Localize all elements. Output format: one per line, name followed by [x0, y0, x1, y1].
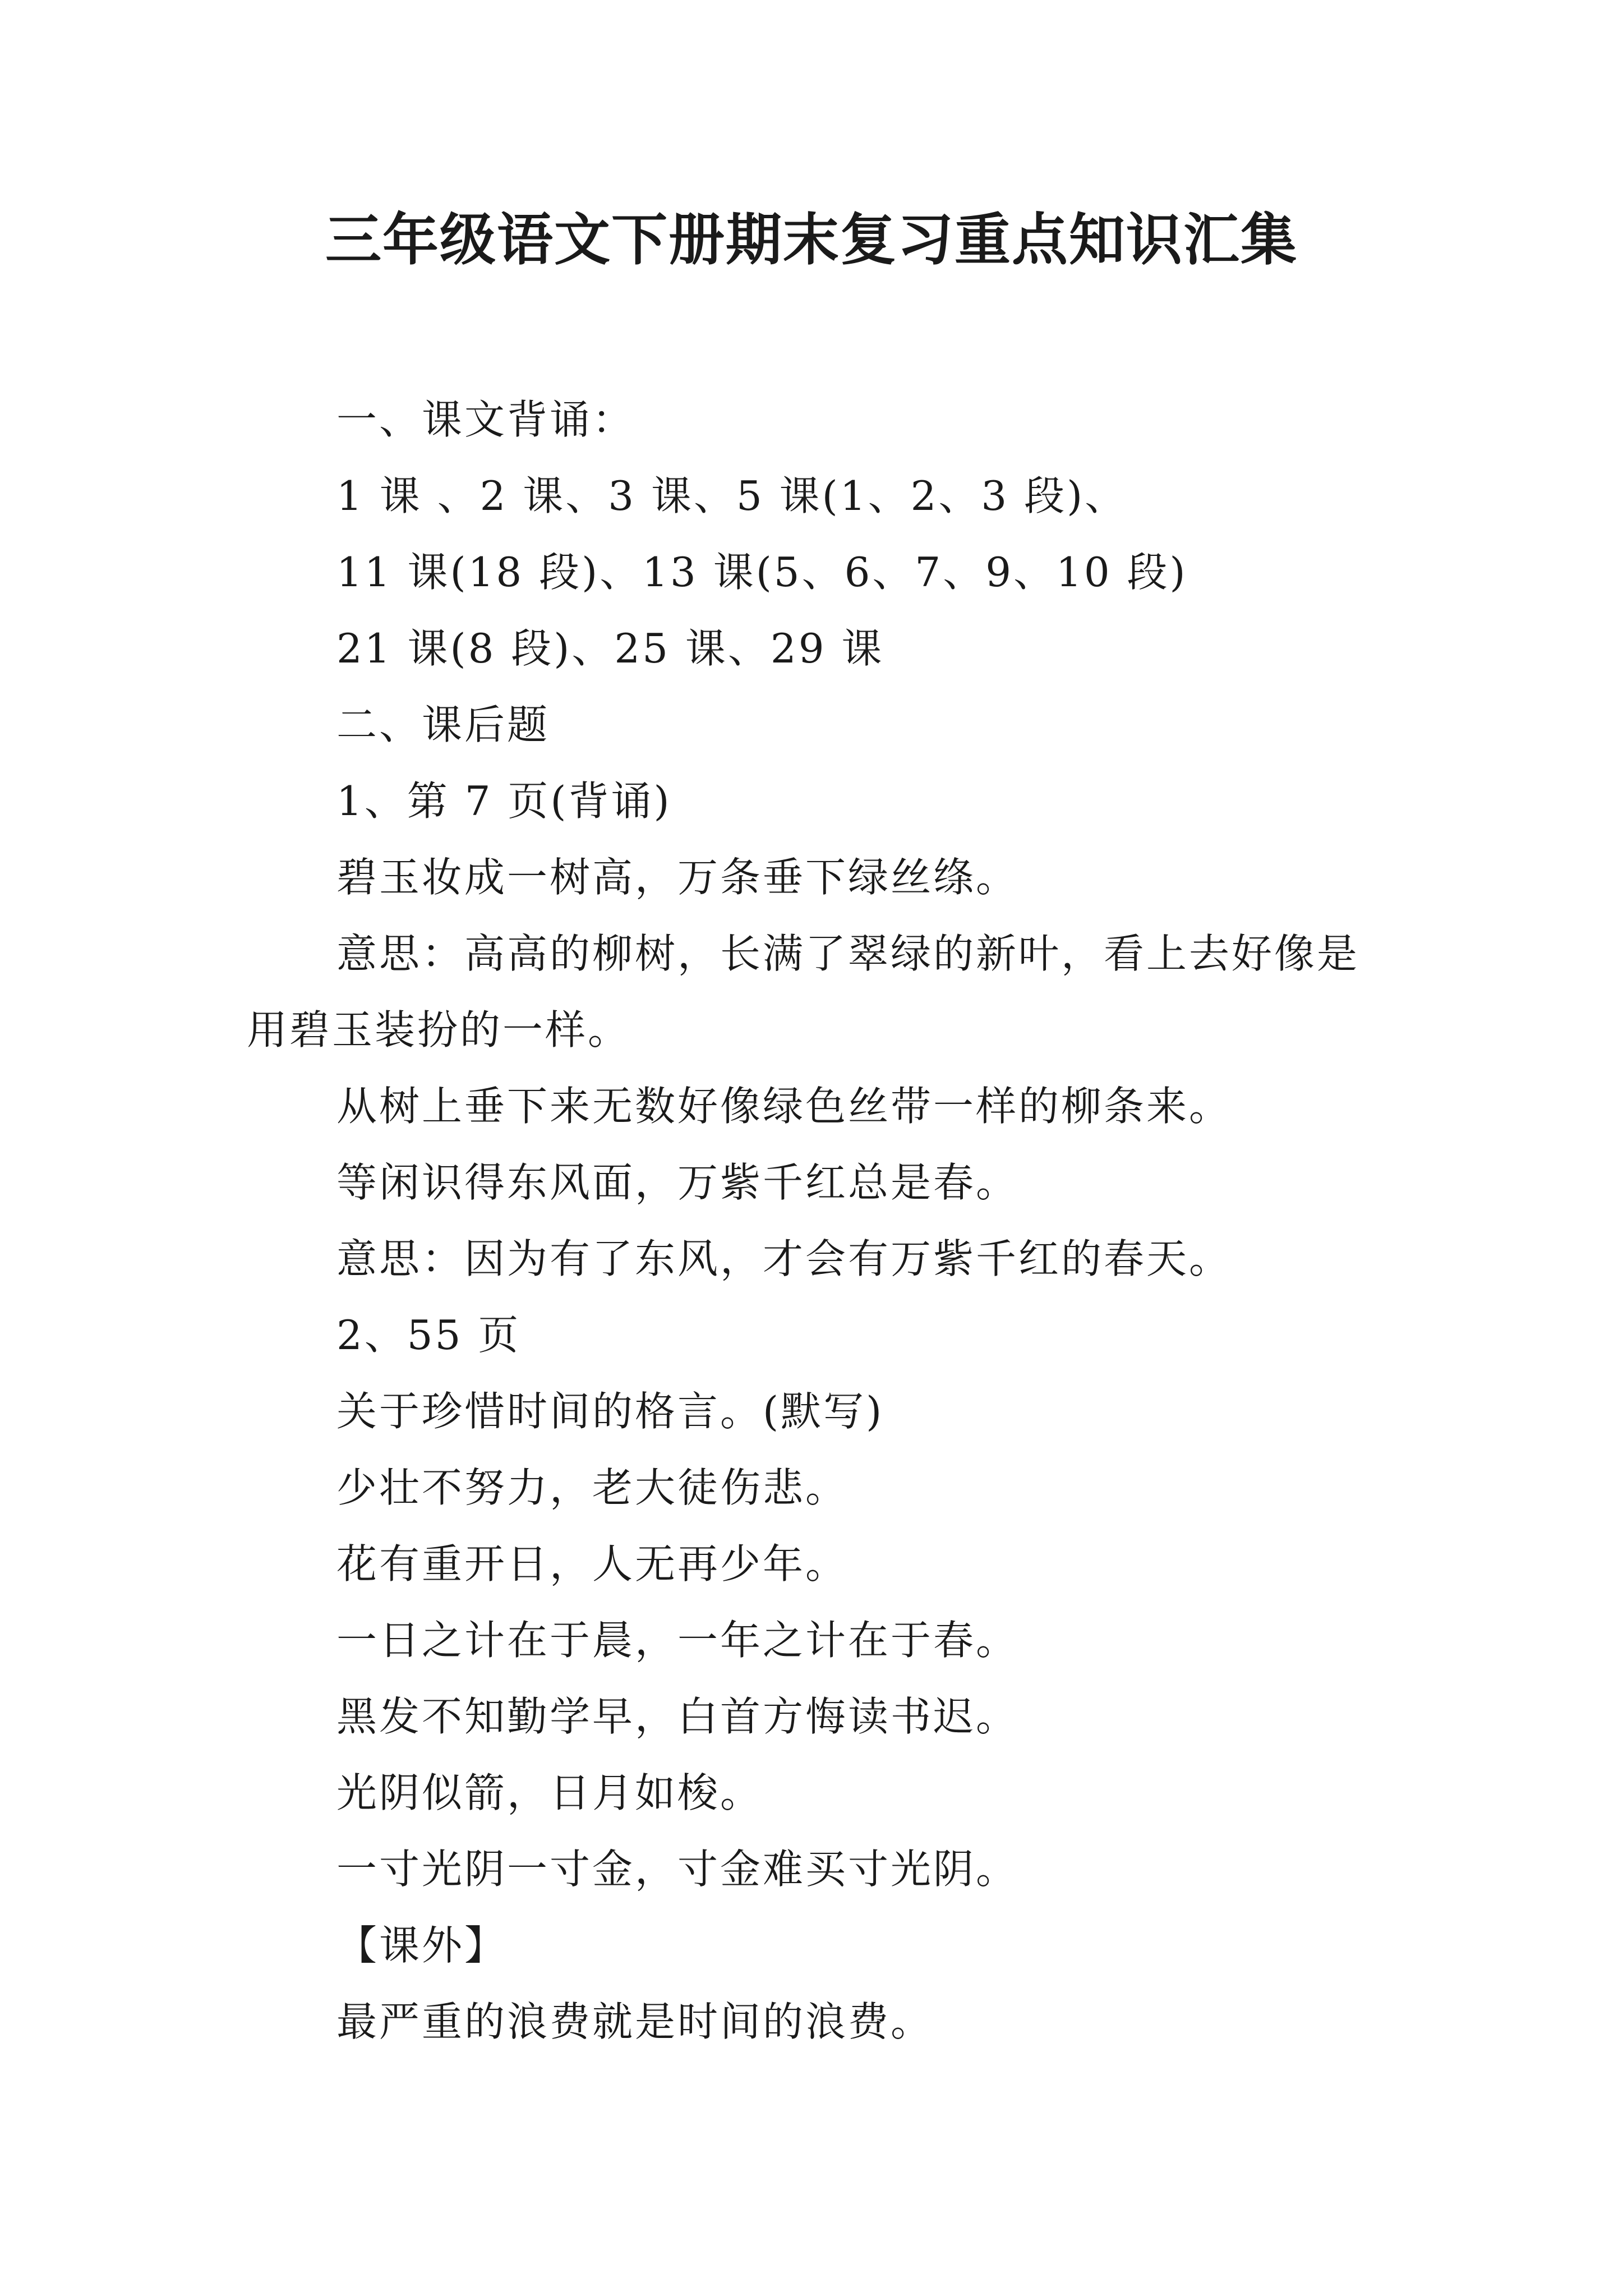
text-line: 从树上垂下来无数好像绿色丝带一样的柳条来。 [336, 1083, 1232, 1130]
proverb-line: 花有重开日，人无再少年。 [336, 1540, 849, 1588]
text-line: 11 课(18 段)、13 课(5、6、7、9、10 段) [336, 549, 1188, 596]
section-label-extracurricular: 【课外】 [336, 1922, 508, 1969]
text-line: 关于珍惜时间的格言。(默写) [336, 1388, 884, 1435]
proverb-line: 最严重的浪费就是时间的浪费。 [336, 1998, 934, 2045]
document-body [247, 381, 1396, 2060]
proverb-line: 黑发不知勤学早，白首方悔读书迟。 [336, 1693, 1019, 1740]
proverb-line: 少壮不努力，老大徒伤悲。 [336, 1464, 849, 1511]
meaning-paragraph: 意思：因为有了东风，才会有万紫千红的春天。 [336, 1235, 1232, 1282]
proverb-line: 一寸光阴一寸金，寸金难买寸光阴。 [336, 1846, 1019, 1893]
text-line: 1、第 7 页(背诵) [336, 777, 672, 825]
poem-line: 等闲识得东风面，万紫千红总是春。 [336, 1159, 1019, 1206]
document-title: 三年级语文下册期末复习重点知识汇集 [325, 207, 1298, 273]
text-line: 2、55 页 [336, 1312, 521, 1359]
meaning-paragraph: 意思：高高的柳树，长满了翠绿的新叶，看上去好像是用碧玉装扮的一样。 [247, 930, 1360, 1053]
proverb-line: 一日之计在于晨，一年之计在于春。 [336, 1617, 1019, 1664]
section-heading-exercises: 二、课后题 [336, 701, 550, 748]
poem-line: 碧玉妆成一树高，万条垂下绿丝绦。 [336, 854, 1019, 901]
section-heading-recitation: 一、课文背诵： [336, 396, 635, 443]
text-line: 1 课 、2 课、3 课、5 课(1、2、3 段)、 [336, 472, 1128, 519]
text-line: 21 课(8 段)、25 课、29 课 [336, 625, 884, 672]
proverb-line: 光阴似箭，日月如梭。 [336, 1769, 763, 1816]
